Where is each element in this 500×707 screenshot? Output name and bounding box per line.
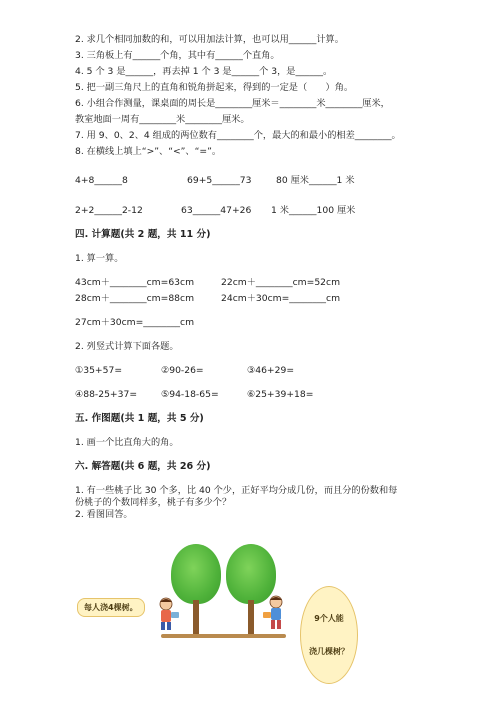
speech-bubble-right-line1: 9个人能 xyxy=(314,614,344,623)
ground xyxy=(161,634,286,638)
section-heading-four: 四. 计算题(共 2 题，共 11 分) xyxy=(75,229,211,240)
tree-left xyxy=(171,544,221,604)
question-6-cont: 教室地面一周有________米________厘米。 xyxy=(75,114,250,125)
draw-question-1: 1. 画一个比直角大的角。 xyxy=(75,437,179,448)
vertical-item: ①35+57= xyxy=(75,365,123,376)
vertical-item: ⑤94-18-65= xyxy=(161,389,219,400)
vertical-item: ④88-25+37= xyxy=(75,389,138,400)
question-7: 7. 用 9、0、2、4 组成的两位数有________个，最大的和最小的相差________。 xyxy=(75,130,401,141)
calc-item: 27cm＋30cm=________cm xyxy=(75,317,195,328)
illustration xyxy=(75,540,375,656)
answer-question-1-cont: 份桃子的个数同样多，桃子有多少个？ xyxy=(75,497,232,508)
tree-right-trunk xyxy=(248,600,254,636)
question-6: 6. 小组合作测量，课桌面的周长是________厘米＝________米________厘米， xyxy=(75,98,390,109)
child-watering-icon xyxy=(263,594,289,632)
child-watering-icon xyxy=(155,596,181,632)
vertical-item: ③46+29= xyxy=(247,365,295,376)
speech-bubble-right-line2: 浇几棵树？ xyxy=(309,647,349,656)
compare-item: 63______47+26 xyxy=(181,205,252,216)
calc-item: 24cm＋30cm=________cm xyxy=(221,293,341,304)
calc-question-2: 2. 列竖式计算下面各题。 xyxy=(75,341,179,352)
vertical-item: ②90-26= xyxy=(161,365,204,376)
tree-left-trunk xyxy=(193,600,199,636)
compare-item: 69+5______73 xyxy=(187,175,252,186)
question-3: 3. 三角板上有______个角，其中有______个直角。 xyxy=(75,50,280,61)
question-5: 5. 把一副三角尺上的直角和锐角拼起来，得到的一定是（ ）角。 xyxy=(75,82,354,93)
question-4: 4. 5 个 3 是______，再去掉 1 个 3 是______个 3，是______。 xyxy=(75,66,333,77)
compare-item: 2+2______2-12 xyxy=(75,205,143,216)
answer-question-1: 1. 有一些桃子比 30 个多，比 40 个少，正好平均分成几份，而且分的份数和每 xyxy=(75,485,398,496)
compare-item: 4+8______8 xyxy=(75,175,128,186)
speech-bubble-left: 每人浇4棵树。 xyxy=(77,598,145,617)
vertical-item: ⑥25+39+18= xyxy=(247,389,314,400)
speech-bubble-right xyxy=(300,586,358,684)
section-heading-five: 五. 作图题(共 1 题，共 5 分) xyxy=(75,413,204,424)
compare-item: 1 米______100 厘米 xyxy=(271,205,356,216)
answer-question-2: 2. 看图回答。 xyxy=(75,509,133,520)
calc-item: 22cm＋________cm=52cm xyxy=(221,277,341,288)
question-2: 2. 求几个相同加数的和，可以用加法计算，也可以用______计算。 xyxy=(75,34,344,45)
section-heading-six: 六. 解答题(共 6 题，共 26 分) xyxy=(75,461,211,472)
question-8: 8. 在横线上填上“>”、“<”、“=”。 xyxy=(75,146,222,157)
calc-question-1: 1. 算一算。 xyxy=(75,253,124,264)
compare-item: 80 厘米______1 米 xyxy=(276,175,355,186)
calc-item: 43cm＋________cm=63cm xyxy=(75,277,195,288)
calc-item: 28cm＋________cm=88cm xyxy=(75,293,195,304)
